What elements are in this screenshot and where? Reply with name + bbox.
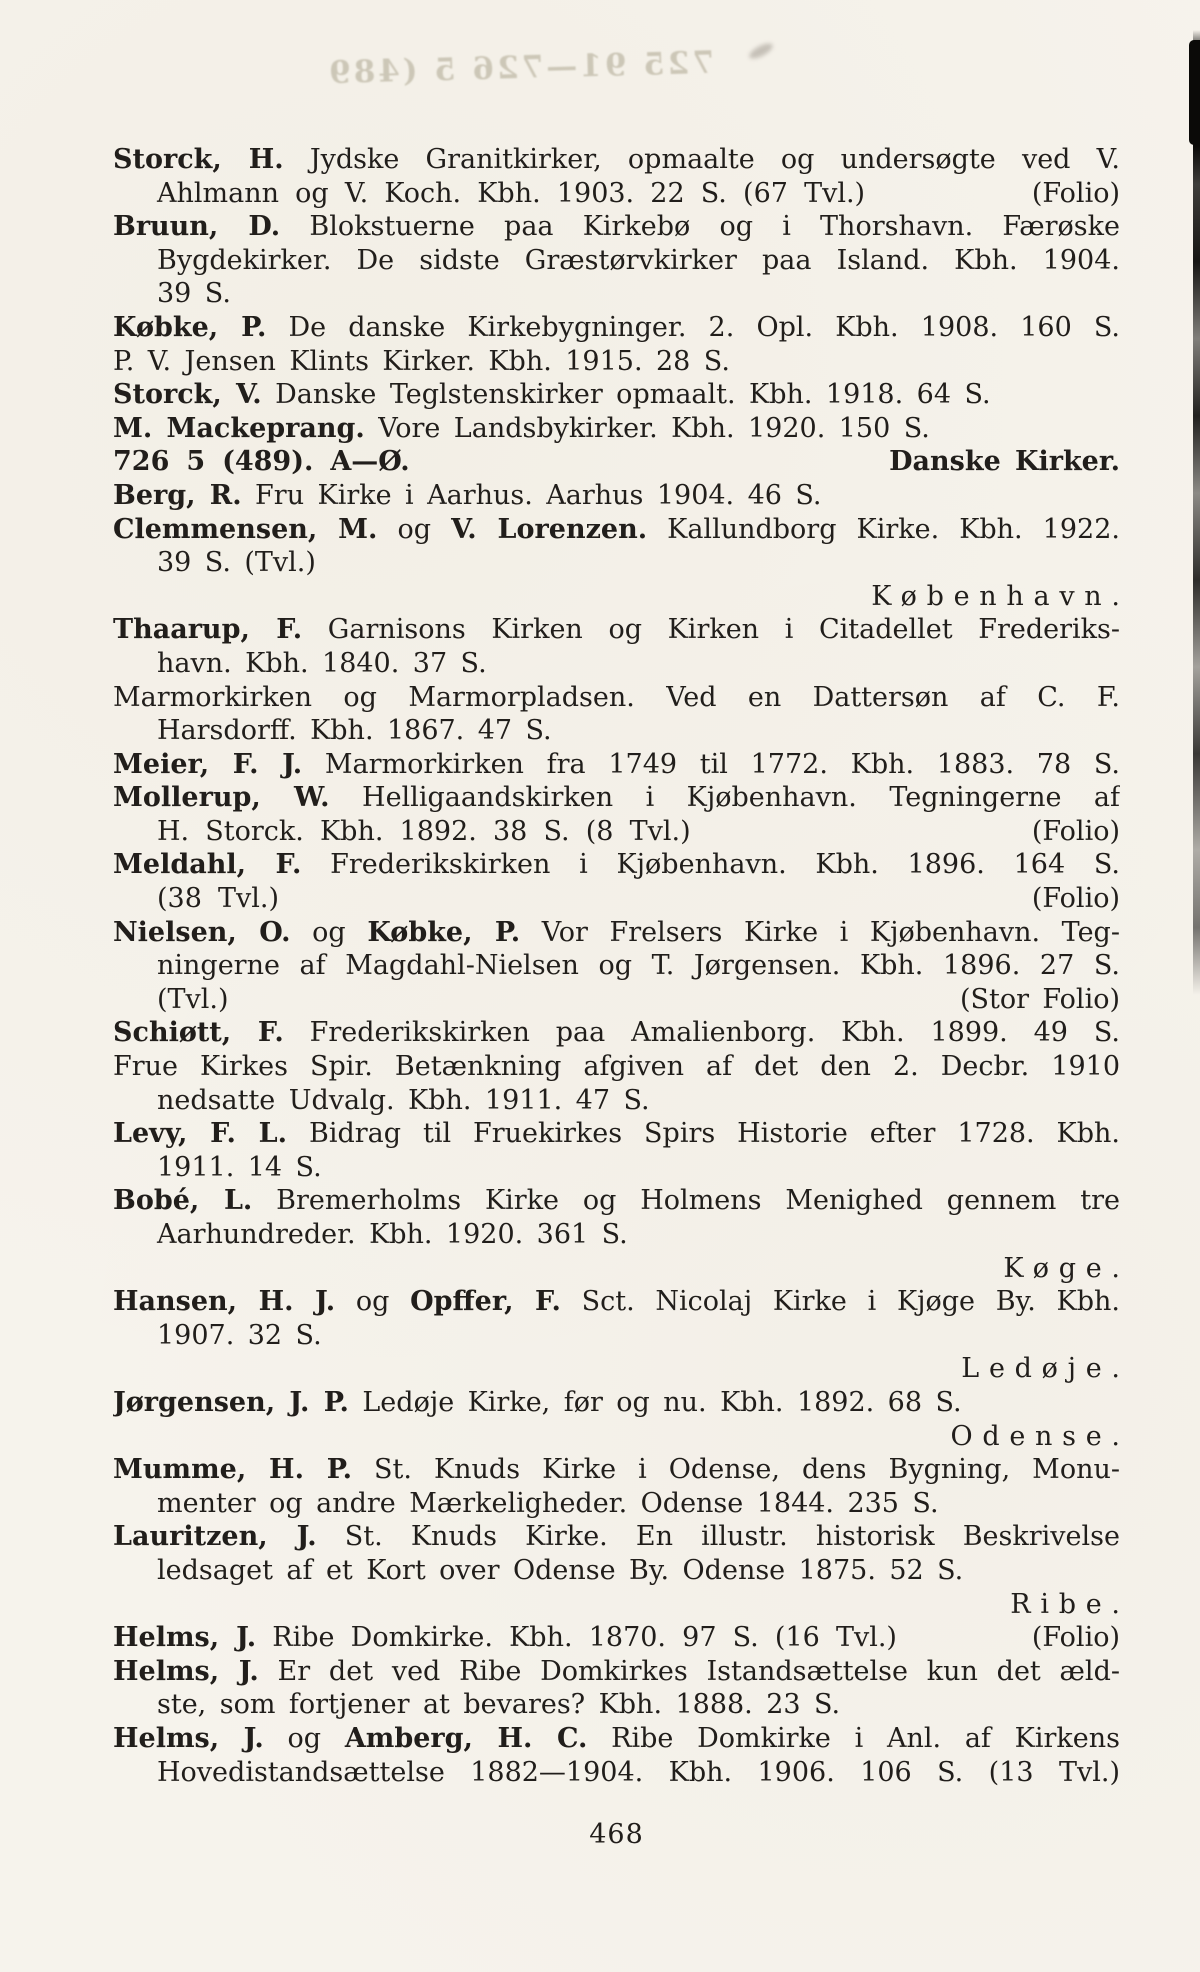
text-run: Fru Kirke i Aarhus. Aarhus 1904. 46 S. bbox=[241, 479, 822, 511]
bib-line bbox=[113, 1554, 1120, 1588]
author-name: Bobé, L. bbox=[113, 1185, 253, 1217]
section-heading bbox=[113, 1352, 1130, 1386]
bib-line bbox=[113, 1151, 1120, 1185]
line-text bbox=[113, 211, 1120, 242]
right-note: (Stor Folio) bbox=[959, 983, 1120, 1015]
text-run: Ledøje. bbox=[961, 1353, 1130, 1385]
bib-line bbox=[113, 781, 1120, 815]
section-heading bbox=[113, 1252, 1130, 1286]
author-name: Amberg, H. C. bbox=[344, 1722, 588, 1754]
bib-line bbox=[113, 815, 1120, 849]
bib-line bbox=[113, 1655, 1120, 1689]
author-name: Thaarup, F. bbox=[113, 614, 303, 646]
bib-line bbox=[113, 848, 1120, 882]
section-heading bbox=[113, 1588, 1130, 1622]
text-run: ledsaget af et Kort over Odense By. Odense 1875. 52 S. bbox=[157, 1554, 964, 1586]
text-run: (38 Tvl.) bbox=[157, 883, 280, 915]
line-text bbox=[113, 144, 1120, 175]
text-run: Sct. Nicolaj Kirke i Kjøge By. Kbh. bbox=[560, 1286, 1120, 1318]
text-run: Bremerholms Kirke og Holmens Menighed gennem tre bbox=[252, 1185, 1120, 1217]
text-run: 1911. 14 S. bbox=[157, 1151, 322, 1183]
author-name: Levy, F. L. bbox=[113, 1118, 288, 1150]
text-run: Ribe Domkirke. Kbh. 1870. 97 S. (16 Tvl.) bbox=[256, 1622, 897, 1654]
line-text bbox=[113, 682, 1120, 713]
bib-line bbox=[113, 983, 1120, 1017]
text-run: (Tvl.) bbox=[157, 983, 229, 1015]
text-run: ningerne af Magdahl-Nielsen og T. Jørgensen. Kbh. 1896. 27 S. bbox=[157, 950, 1120, 982]
text-run: og bbox=[263, 1722, 345, 1754]
author-name: Helms, J. bbox=[113, 1655, 259, 1687]
bib-line bbox=[113, 647, 1120, 681]
text-run: København. bbox=[871, 580, 1130, 612]
bib-line bbox=[113, 378, 1120, 412]
text-run: Harsdorff. Kbh. 1867. 47 S. bbox=[157, 715, 552, 747]
author-name: Meier, F. J. bbox=[113, 748, 303, 780]
author-name: Bruun, D. bbox=[113, 211, 281, 243]
author-name: Nielsen, O. bbox=[113, 916, 291, 948]
line-text bbox=[113, 849, 1120, 880]
bib-line bbox=[113, 177, 1120, 211]
bib-line bbox=[113, 1084, 1120, 1118]
line-text bbox=[113, 1656, 1120, 1687]
text-run: Hovedistandsættelse 1882—1904. Kbh. 1906. 106 S. (13 Tvl.) bbox=[157, 1756, 1120, 1788]
bib-line bbox=[113, 311, 1120, 345]
text-run: 39 S. bbox=[157, 278, 231, 310]
text-run: og bbox=[377, 513, 452, 545]
text-run: P. V. Jensen Klints Kirker. Kbh. 1915. 28 S. bbox=[113, 345, 730, 377]
right-note: (Folio) bbox=[1031, 815, 1120, 847]
text-run: menter og andre Mærkeligheder. Odense 1844. 235 S. bbox=[157, 1487, 939, 1519]
line-text bbox=[961, 1353, 1129, 1384]
book-gutter-shadow-blob bbox=[1189, 40, 1200, 145]
line-text bbox=[157, 245, 1120, 276]
line-text bbox=[113, 782, 1120, 813]
line-text bbox=[157, 278, 231, 309]
bib-line bbox=[113, 1722, 1120, 1756]
right-note: (Folio) bbox=[1031, 1622, 1120, 1654]
line-text bbox=[113, 1723, 1120, 1754]
line-text bbox=[113, 749, 1120, 780]
bib-line bbox=[113, 714, 1120, 748]
line-text bbox=[113, 1017, 1120, 1048]
line-text bbox=[157, 1555, 963, 1586]
right-note: Danske Kirker. bbox=[889, 446, 1120, 478]
text-run: Ribe Domkirke i Anl. af Kirkens bbox=[587, 1722, 1120, 1754]
text-run: Aarhundreder. Kbh. 1920. 361 S. bbox=[157, 1219, 628, 1250]
line-text bbox=[157, 882, 279, 916]
bib-line bbox=[113, 1218, 1120, 1252]
bib-line bbox=[113, 479, 1120, 513]
bib-line bbox=[113, 1520, 1120, 1554]
bib-line bbox=[113, 1117, 1120, 1151]
text-run: ste, som fortjener at bevares? Kbh. 1888. 23 S. bbox=[157, 1689, 841, 1721]
bib-line bbox=[113, 1319, 1120, 1353]
line-text bbox=[157, 815, 691, 849]
line-text bbox=[113, 1621, 897, 1655]
line-text bbox=[157, 950, 1120, 981]
line-text bbox=[157, 1219, 628, 1250]
text-run: Vore Landsbykirker. Kbh. 1920. 150 S. bbox=[364, 412, 930, 444]
author-name: V. Lorenzen. bbox=[451, 513, 648, 545]
bib-line bbox=[113, 882, 1120, 916]
text-run: 39 S. (Tvl.) bbox=[157, 547, 316, 579]
line-text bbox=[113, 917, 1120, 948]
bib-line bbox=[113, 445, 1120, 479]
bib-line bbox=[113, 210, 1120, 244]
text-run: Ribe. bbox=[1010, 1588, 1130, 1620]
text-run: Helligaandskirken i Kjøbenhavn. Tegningerne af bbox=[329, 782, 1120, 814]
text-run: Er det ved Ribe Domkirkes Istandsættelse kun det æld- bbox=[258, 1655, 1120, 1687]
line-text bbox=[113, 1521, 1120, 1552]
bib-line bbox=[113, 412, 1120, 446]
line-text bbox=[113, 312, 1120, 343]
line-text bbox=[950, 1421, 1129, 1452]
author-name: Schiøtt, F. bbox=[113, 1017, 284, 1049]
section-heading bbox=[113, 580, 1130, 614]
author-name: Lauritzen, J. bbox=[113, 1521, 317, 1553]
line-text bbox=[113, 1118, 1120, 1149]
text-run: Ledøje Kirke, før og nu. Kbh. 1892. 68 S. bbox=[348, 1386, 962, 1418]
text-run: Ahlmann og V. Koch. Kbh. 1903. 22 S. (67 Tvl.) bbox=[157, 177, 866, 209]
book-gutter-shadow bbox=[1193, 30, 1200, 995]
bib-line bbox=[113, 681, 1120, 715]
line-text bbox=[1003, 1253, 1129, 1284]
line-text bbox=[157, 1757, 1120, 1788]
text-run: Odense. bbox=[950, 1420, 1130, 1452]
bib-line bbox=[113, 949, 1120, 983]
line-text bbox=[113, 379, 991, 410]
text-run: Kallundborg Kirke. Kbh. 1922. bbox=[647, 513, 1120, 545]
bib-line bbox=[113, 546, 1120, 580]
text-run: Bygdekirker. De sidste Græstørvkirker paa Island. Kbh. 1904. bbox=[157, 244, 1120, 276]
author-name: Helms, J. bbox=[113, 1622, 257, 1654]
author-name: M. Mackeprang. bbox=[113, 412, 365, 444]
author-name: Clemmensen, M. bbox=[113, 513, 378, 545]
author-name: Jørgensen, J. P. bbox=[113, 1386, 349, 1418]
text-run: Garnisons Kirken og Kirken i Citadellet Frederiks- bbox=[302, 614, 1120, 646]
text-run: havn. Kbh. 1840. 37 S. bbox=[157, 647, 487, 679]
author-name: Mumme, H. P. bbox=[113, 1454, 353, 1486]
bib-line bbox=[113, 1050, 1120, 1084]
line-text bbox=[1010, 1589, 1129, 1620]
bib-line bbox=[113, 1184, 1120, 1218]
bib-line bbox=[113, 345, 1120, 379]
text-run: Frederikskirken paa Amalienborg. Kbh. 1899. 49 S. bbox=[283, 1017, 1120, 1049]
text-run: Køge. bbox=[1003, 1252, 1130, 1284]
text-run: St. Knuds Kirke i Odense, dens Bygning, Monu- bbox=[352, 1454, 1120, 1486]
text-run: 1907. 32 S. bbox=[157, 1319, 322, 1351]
bib-line bbox=[113, 1016, 1120, 1050]
line-text bbox=[113, 1185, 1120, 1216]
bib-line bbox=[113, 244, 1120, 278]
line-text bbox=[157, 547, 316, 578]
line-text bbox=[113, 614, 1120, 645]
author-name: Helms, J. bbox=[113, 1722, 264, 1754]
line-text bbox=[157, 648, 487, 679]
line-text bbox=[113, 1286, 1120, 1317]
bib-line bbox=[113, 1688, 1120, 1722]
right-note: (Folio) bbox=[1031, 883, 1120, 915]
bib-line bbox=[113, 1756, 1120, 1790]
bib-line bbox=[113, 1386, 1120, 1420]
line-text bbox=[157, 1320, 322, 1351]
bib-line bbox=[113, 277, 1120, 311]
text-run: De danske Kirkebygninger. 2. Opl. Kbh. 1908. 160 S. bbox=[266, 311, 1120, 343]
bib-line bbox=[113, 513, 1120, 547]
line-text bbox=[871, 581, 1130, 612]
text-run: H. Storck. Kbh. 1892. 38 S. (8 Tvl.) bbox=[157, 815, 691, 847]
author-name: Mollerup, W. bbox=[113, 782, 330, 814]
ghost-bleedthrough-header: 725 91—726 5 (489 bbox=[325, 44, 715, 92]
line-text bbox=[157, 177, 865, 211]
page-number: 468 bbox=[589, 1819, 644, 1851]
text-run: og bbox=[290, 916, 368, 948]
line-text bbox=[157, 715, 552, 746]
bib-line bbox=[113, 1621, 1120, 1655]
line-text bbox=[113, 1454, 1120, 1485]
page-footer bbox=[113, 1819, 1120, 1850]
author-name: Berg, R. bbox=[113, 479, 242, 511]
line-text bbox=[113, 1051, 1120, 1082]
line-text bbox=[157, 983, 229, 1017]
text-run: Vor Frelsers Kirke i Kjøbenhavn. Teg- bbox=[520, 916, 1120, 948]
text-run: Jydske Granitkirker, opmaalte og undersøgte ved V. bbox=[283, 144, 1120, 175]
bib-line bbox=[113, 1487, 1120, 1521]
line-text bbox=[113, 413, 930, 444]
bib-line bbox=[113, 916, 1120, 950]
line-text bbox=[113, 346, 730, 377]
line-text bbox=[157, 1152, 322, 1183]
author-name: Meldahl, F. bbox=[113, 849, 302, 881]
author-name: Opffer, F. bbox=[410, 1286, 561, 1318]
section-heading bbox=[113, 1420, 1130, 1454]
text-run: Marmorkirken og Marmorpladsen. Ved en Dattersøn af C. F. bbox=[113, 681, 1120, 713]
line-text bbox=[157, 1085, 650, 1116]
text-run: Blokstuerne paa Kirkebø og i Thorshavn. Færøske bbox=[280, 211, 1120, 243]
author-name: Storck, V. bbox=[113, 379, 262, 411]
line-text bbox=[157, 1689, 840, 1720]
text-run: Marmorkirken fra 1749 til 1772. Kbh. 1883. 78 S. bbox=[302, 748, 1120, 780]
text-run: St. Knuds Kirke. En illustr. historisk Beskrivelse bbox=[316, 1521, 1120, 1553]
text-run: Frederikskirken i Kjøbenhavn. Kbh. 1896. 164 S. bbox=[301, 849, 1120, 881]
line-text bbox=[113, 480, 822, 511]
line-text bbox=[157, 1488, 939, 1519]
bib-line bbox=[113, 748, 1120, 782]
author-name: Købke, P. bbox=[113, 311, 267, 343]
text-run: nedsatte Udvalg. Kbh. 1911. 47 S. bbox=[157, 1084, 650, 1116]
author-name: Storck, H. bbox=[113, 144, 284, 175]
bib-line bbox=[113, 1285, 1120, 1319]
line-text bbox=[113, 1387, 962, 1418]
text-run: og bbox=[335, 1286, 411, 1318]
text-run: Bidrag til Fruekirkes Spirs Historie efter 1728. Kbh. bbox=[287, 1118, 1120, 1150]
bib-line bbox=[113, 613, 1120, 647]
author-name: Hansen, H. J. bbox=[113, 1286, 336, 1318]
line-text bbox=[113, 514, 1120, 545]
right-note: (Folio) bbox=[1031, 177, 1120, 209]
bib-line bbox=[113, 1453, 1120, 1487]
bib-line bbox=[113, 143, 1120, 177]
author-name: 726 5 (489). A—Ø. bbox=[113, 446, 410, 478]
text-run: Danske Teglstenskirker opmaalt. Kbh. 1918. 64 S. bbox=[261, 379, 991, 411]
text-run: Frue Kirkes Spir. Betænkning afgiven af det den 2. Decbr. 1910 bbox=[113, 1051, 1120, 1083]
bibliography-text bbox=[113, 143, 1130, 1851]
line-text bbox=[113, 445, 410, 479]
author-name: Købke, P. bbox=[367, 916, 521, 948]
